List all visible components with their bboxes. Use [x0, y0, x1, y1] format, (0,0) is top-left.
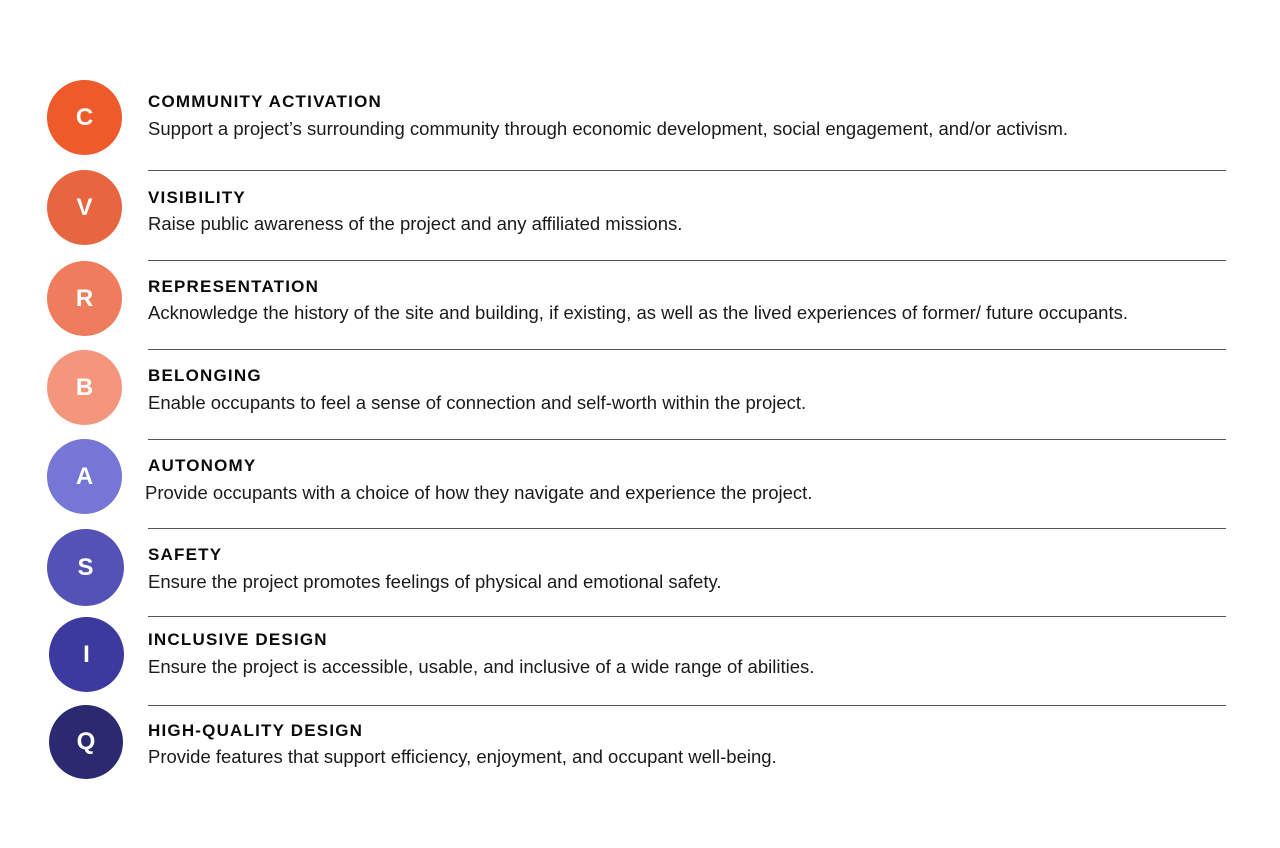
principle-title: HIGH-QUALITY DESIGN: [148, 721, 364, 740]
principle-description: Provide features that support efficiency, enjoyment, and occupant well-being.: [148, 746, 777, 767]
principle-title: SAFETY: [148, 545, 223, 564]
principle-title: INCLUSIVE DESIGN: [148, 630, 328, 649]
principle-belonging: [0, 350, 1280, 430]
principle-description: Provide occupants with a choice of how they navigate and experience the project.: [145, 482, 813, 503]
letter-badge-s: S: [47, 529, 124, 606]
principle-title: BELONGING: [148, 366, 262, 385]
letter-badge-i: I: [49, 617, 124, 692]
principle-high-quality-design: [0, 705, 1280, 785]
principle-title: REPRESENTATION: [148, 277, 320, 296]
principle-description: Acknowledge the history of the site and building, if existing, as well as the lived experiences of former/ future occupants.: [148, 302, 1129, 323]
letter-badge-c: C: [47, 80, 122, 155]
principle-title: AUTONOMY: [148, 456, 257, 475]
principle-description: Enable occupants to feel a sense of connection and self-worth within the project.: [148, 392, 807, 413]
letter-badge-v: V: [47, 170, 122, 245]
letter-badge-a: A: [47, 439, 122, 514]
principle-community-activation: [0, 80, 1280, 160]
principle-description: Support a project’s surrounding community through economic development, social engagement, and/or activism.: [148, 118, 1069, 139]
letter-badge-q: Q: [49, 705, 123, 779]
principle-inclusive-design: [0, 617, 1280, 697]
principle-title: COMMUNITY ACTIVATION: [148, 92, 382, 111]
letter-badge-b: B: [47, 350, 122, 425]
principle-visibility: [0, 170, 1280, 250]
principle-title: VISIBILITY: [148, 188, 246, 207]
principle-description: Raise public awareness of the project and any affiliated missions.: [148, 213, 683, 234]
principle-description: Ensure the project promotes feelings of physical and emotional safety.: [148, 571, 722, 592]
principle-description: Ensure the project is accessible, usable, and inclusive of a wide range of abilities.: [148, 656, 815, 677]
principle-autonomy: [0, 439, 1280, 519]
principle-representation: [0, 261, 1280, 341]
letter-badge-r: R: [47, 261, 122, 336]
principle-safety: [0, 529, 1280, 609]
